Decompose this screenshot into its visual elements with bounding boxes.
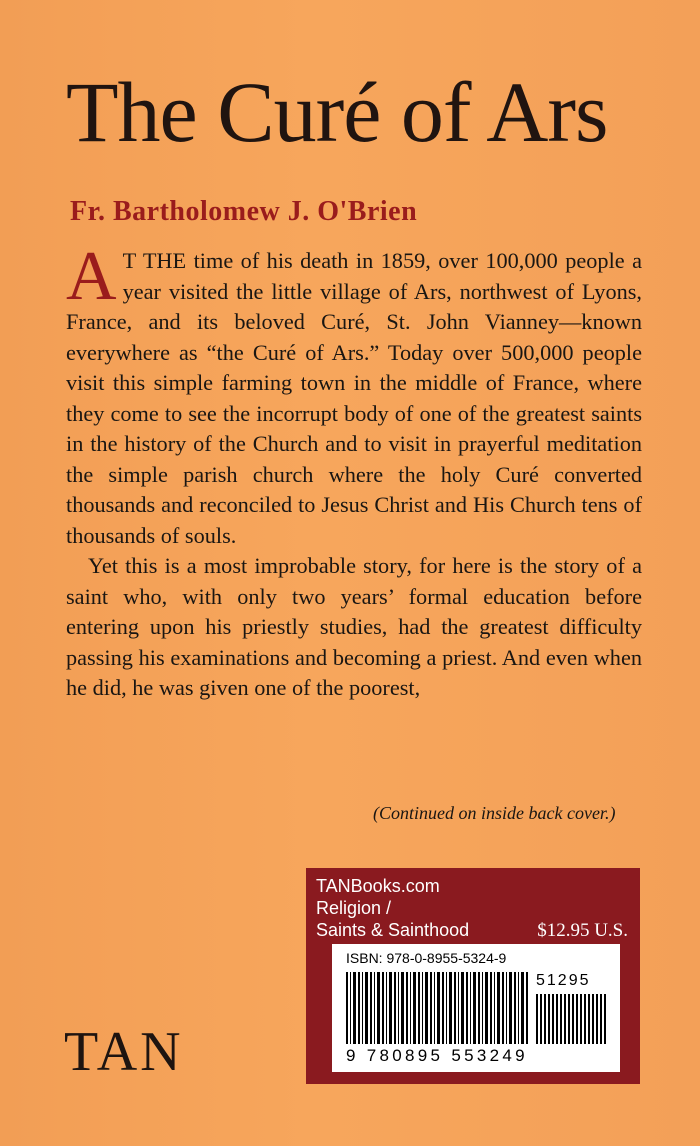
drop-cap: A — [66, 238, 117, 315]
continued-note: (Continued on inside back cover.) — [373, 803, 616, 823]
barcode-bars — [346, 972, 530, 1044]
ean-number: 9 780895 553249 — [346, 1046, 528, 1065]
publisher-logo: TAN — [64, 1021, 184, 1083]
blurb-paragraph-1 — [66, 238, 642, 551]
price: $12.95 U.S. — [537, 920, 628, 941]
barcode — [332, 944, 620, 1072]
price-code: 51295 — [536, 972, 591, 989]
isbn: ISBN: 978-0-8955-5324-9 — [346, 950, 507, 966]
website: TANBooks.com — [316, 876, 440, 896]
category-line-2: Saints & Sainthood — [316, 920, 470, 940]
blurb — [66, 238, 642, 704]
book-title: The Curé of Ars — [66, 64, 608, 160]
retail-info-box — [306, 868, 640, 1084]
price-barcode-bars — [536, 994, 606, 1044]
paragraph-1-text: T THE time of his death in 1859, over 100,000 people a year visited the little village of Ars, northwest of Lyons, France, and its beloved Curé, St. John Vianney—known everywhere as “the Curé of Ars.” Today over 500,000 people visit this simple farming town in the middle of France, where they come to see the incorrupt body of one of the greatest saints in the history of the Church and to visit in prayerful meditation the simple parish church where the holy Curé converted thousands and reconciled to Jesus Christ and His Church tens of thousands of souls. — [66, 248, 642, 548]
category-line-1: Religion / — [316, 898, 392, 918]
blurb-paragraph-2: Yet this is a most improbable story, for here is the story of a saint who, with only two years’ formal education before entering upon his priestly studies, had the greatest difficulty passing his examinations and becoming a priest. And even when he did, he was given one of the poorest, — [66, 553, 642, 700]
author-name: Fr. Bartholomew J. O'Brien — [70, 196, 418, 227]
